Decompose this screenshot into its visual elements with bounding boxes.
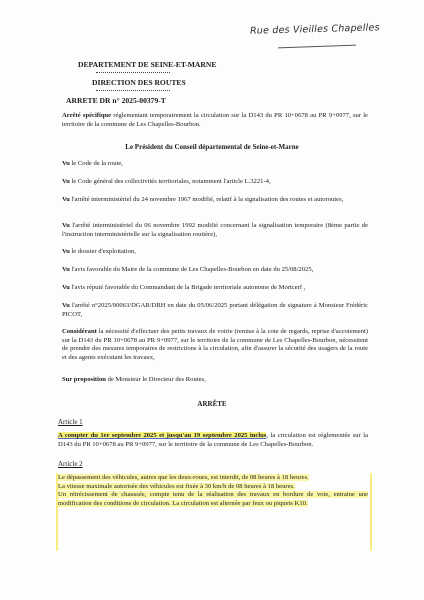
proposition-lead: Sur proposition	[62, 376, 106, 383]
vu-4	[62, 222, 368, 239]
proposition	[62, 376, 368, 385]
article-2-line-3: Un rétrécissement de chaussée, compte tenu de la réalisation des travaux en bordure de voie, entraine une modification des conditions de circulation. La circulation est alternée par feux ou piquets K10.	[58, 491, 368, 507]
vu-text: l'avis favorable du Maire de la commune de Les Chapelles-Bourbon en date du 25/08/2025,	[69, 266, 314, 273]
vu-text: l'arrêté interministériel du 24 novembre 1967 modifié, relatif à la signalisation des routes et autoroutes,	[69, 196, 344, 203]
vu-text: le Code de la route,	[69, 160, 123, 167]
article-2-text	[58, 474, 368, 508]
article-1-dates: A compter du 1er septembre 2025 et jusqu'au 19 septembre 2025 inclus	[58, 432, 267, 439]
vu-lead: Vu	[62, 222, 70, 229]
article-2-line-2: La vitesse maximale autorisée des véhicules est fixée à 30 km/h de 08 heures à 18 heures.	[58, 482, 295, 490]
preamble	[62, 112, 368, 129]
vu-text: l'arrêté interministériel du 06 novembre 1992 modifié concernant la signalisation temporaire (8ème partie de l'instruction interministérielle sur la signalisation routière),	[62, 222, 368, 238]
vu-2	[62, 178, 368, 187]
handwritten-underline	[278, 45, 356, 49]
article-1-title: Article 1	[58, 418, 83, 426]
vu-lead: Vu	[62, 302, 70, 309]
article-1-text	[58, 432, 368, 449]
direction-heading: DIRECTION DES ROUTES	[92, 78, 186, 87]
president-title: Le Président du Conseil départemental de Seine-et-Marne	[125, 143, 299, 151]
handwritten-note: Rue des Vieilles Chapelles	[249, 22, 380, 37]
vu-lead: Vu	[62, 178, 70, 185]
proposition-text: de Monsieur le Directeur des Routes,	[105, 376, 206, 383]
vu-1	[62, 160, 368, 169]
arrete-title: ARRÊTE	[197, 400, 227, 408]
vu-lead: Vu	[62, 196, 70, 203]
vu-7	[62, 284, 368, 293]
vu-text: l'arrêté n°2025/00063/DGAR/DRH en date du 05/06/2025 portant délégation de signature à Monsieur Frédéric PICOT,	[62, 302, 368, 318]
divider-1	[96, 72, 170, 73]
preamble-text: réglementant temporairement la circulation sur la D143 du PR 10+0678 au PR 9+0977, sur le territoire de la commune de Les Chapelles-Bourbon.	[62, 112, 368, 128]
preamble-lead: Arrêté spécifique	[62, 112, 112, 119]
vu-text: le Code général des collectivités territoriales, notamment l'article L.3221-4,	[69, 178, 271, 185]
vu-lead: Vu	[62, 284, 70, 291]
considerant-lead: Considérant	[62, 328, 97, 335]
arrete-number: ARRETE DR n° 2025-00379-T	[66, 96, 166, 105]
article-2-title: Article 2	[58, 460, 83, 468]
considerant-text: la nécessité d'effectuer des petits travaux de voirie (remise à la cote de regards, reprise d'accotement) sur la D143 du PR 10+0678 au PR 9+0977, sur le territoire de la commune de Les Chapelles-Bourbon, nécessitent de prendre des mesures temporaires de restrictions à la circulation, afin d'assurer la sécurité des usagers de la route et des agents exécutant les travaux,	[62, 328, 368, 361]
considerant	[62, 328, 368, 362]
vu-lead: Vu	[62, 248, 70, 255]
department-heading: DEPARTEMENT DE SEINE-ET-MARNE	[78, 60, 217, 69]
vu-8	[62, 302, 368, 319]
article-1-body: , la circulation est réglementée sur la D143 du PR 10+0678 au PR 9+0977, sur le territoire de la commune de Les Chapelles-Bourbon.	[58, 432, 368, 448]
divider-2	[96, 90, 170, 91]
vu-6	[62, 266, 368, 275]
vu-lead: Vu	[62, 266, 70, 273]
vu-text: l'avis réputé favorable du Commandant de la Brigade territoriale autonome de Mortcerf ,	[69, 284, 306, 291]
vu-5	[62, 248, 368, 257]
article-2-line-1: Le dépassement des véhicules, autres que les deux-roues, est interdit, de 08 heures à 18 heures.	[58, 474, 309, 481]
vu-3	[62, 196, 368, 205]
vu-text: le dossier d'exploitation,	[69, 248, 136, 255]
vu-lead: Vu	[62, 160, 70, 167]
